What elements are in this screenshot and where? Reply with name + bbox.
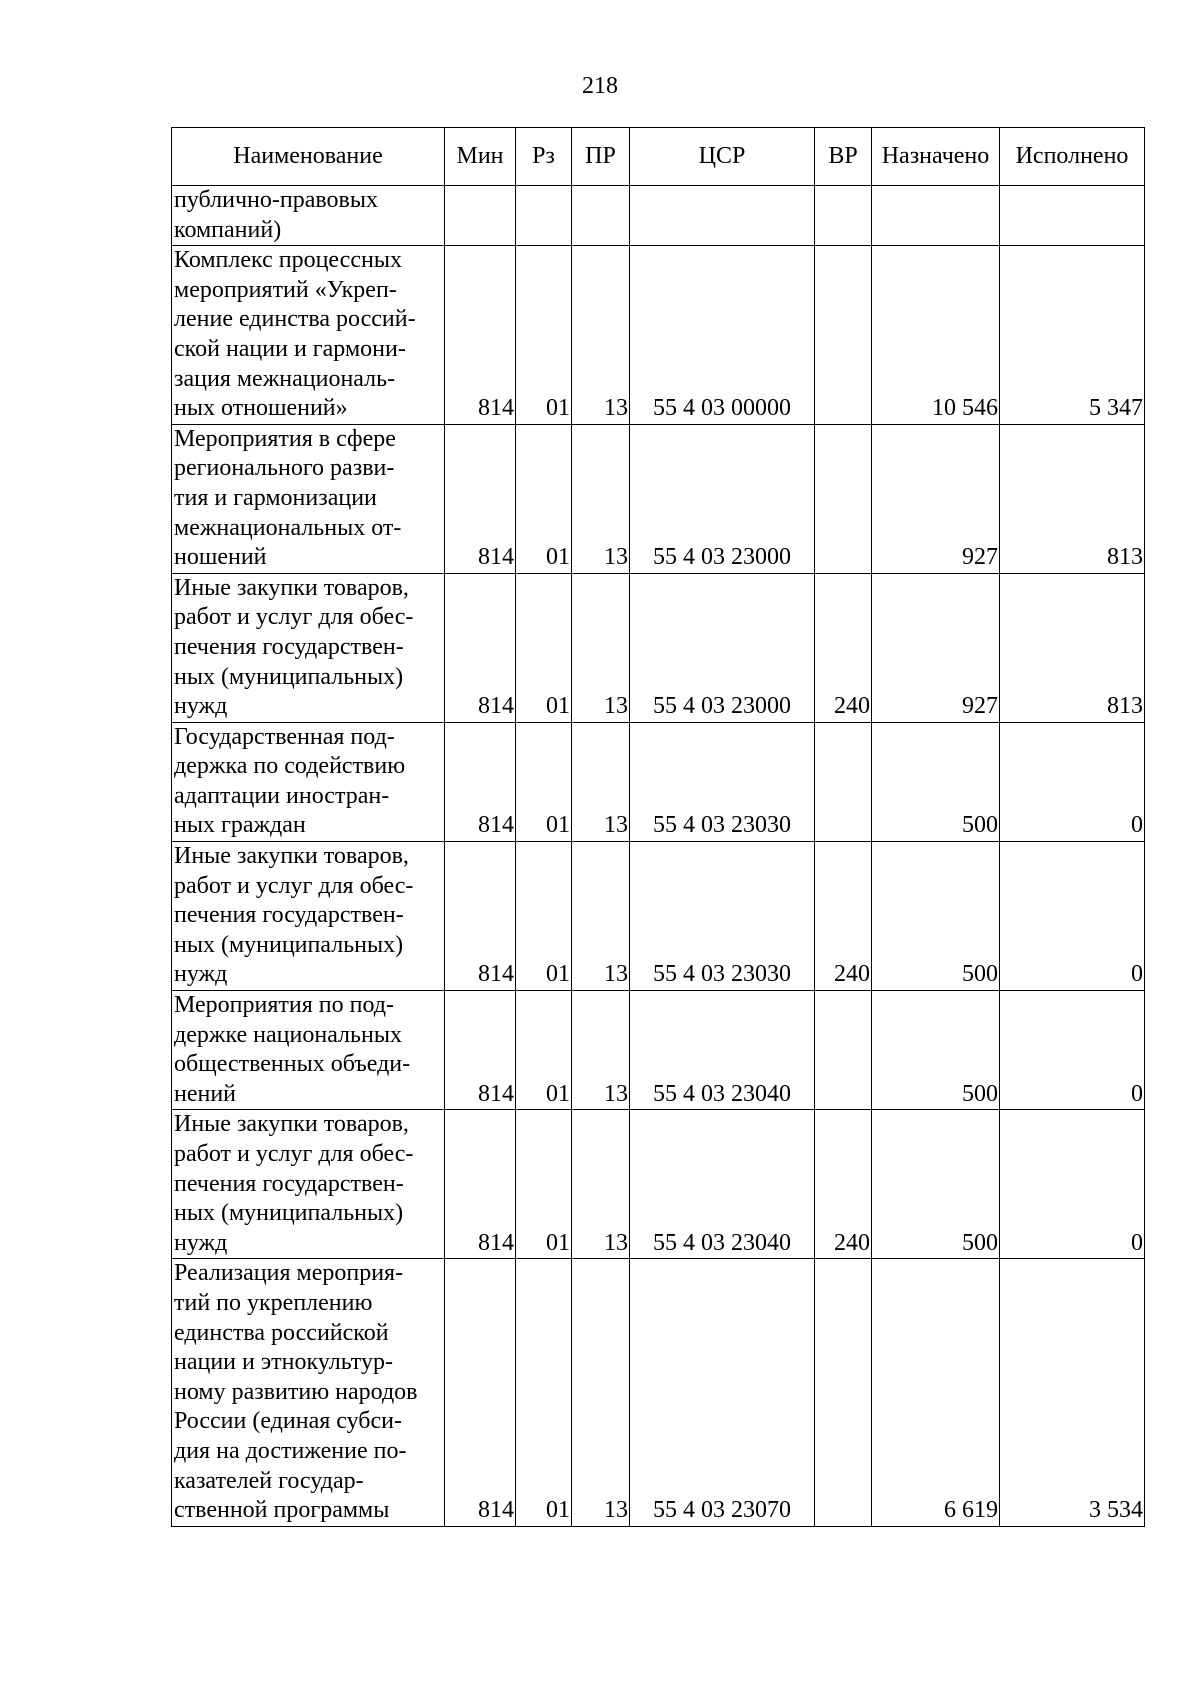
cell-csr: 55 4 03 23040 xyxy=(630,991,815,1110)
name-line: Иные закупки товаров, xyxy=(174,1111,409,1138)
cell-name xyxy=(172,722,445,841)
cell-name xyxy=(172,1110,445,1259)
table-row xyxy=(172,1259,1145,1526)
column-header-executed: Исполнено xyxy=(1000,128,1145,186)
cell-rz: 01 xyxy=(516,1259,572,1526)
cell-executed: 0 xyxy=(1000,722,1145,841)
cell-executed: 813 xyxy=(1000,424,1145,573)
name-line: мероприятий «Укреп- xyxy=(174,276,397,303)
table-row xyxy=(172,573,1145,722)
name-line: ных (муниципальных) xyxy=(174,663,404,690)
cell-assigned: 500 xyxy=(872,842,1000,991)
cell-vr xyxy=(815,991,872,1110)
name-line: адаптации иностран- xyxy=(174,782,390,809)
name-line: тий по укреплению xyxy=(174,1289,373,1316)
name-line: нужд xyxy=(174,693,228,720)
cell-rz: 01 xyxy=(516,573,572,722)
cell-rz: 01 xyxy=(516,1110,572,1259)
cell-name xyxy=(172,186,445,246)
cell-assigned: 6 619 xyxy=(872,1259,1000,1526)
name-line: печения государствен- xyxy=(174,633,404,660)
cell-rz: 01 xyxy=(516,722,572,841)
table-row xyxy=(172,991,1145,1110)
cell-vr: 240 xyxy=(815,573,872,722)
name-line: Реализация мероприя- xyxy=(174,1260,404,1287)
name-line: Мероприятия по под- xyxy=(174,992,394,1019)
table-row xyxy=(172,842,1145,991)
name-line: единства российской xyxy=(174,1319,389,1346)
name-line: ных граждан xyxy=(174,812,306,839)
cell-executed: 3 534 xyxy=(1000,1259,1145,1526)
name-line: Мероприятия в сфере xyxy=(174,425,396,452)
name-line: ской нации и гармони- xyxy=(174,335,406,362)
name-line: ных отношений» xyxy=(174,395,348,422)
cell-rz: 01 xyxy=(516,246,572,425)
name-line: ных (муниципальных) xyxy=(174,931,404,958)
column-header-csr: ЦСР xyxy=(630,128,815,186)
name-line: компаний) xyxy=(174,216,282,243)
column-header-pr: ПР xyxy=(572,128,630,186)
cell-pr: 13 xyxy=(572,842,630,991)
cell-executed: 5 347 xyxy=(1000,246,1145,425)
page-number: 218 xyxy=(582,73,618,99)
table-row xyxy=(172,1110,1145,1259)
cell-min: 814 xyxy=(445,722,516,841)
cell-assigned: 500 xyxy=(872,1110,1000,1259)
name-line: публично-правовых xyxy=(174,187,378,213)
cell-name xyxy=(172,424,445,573)
cell-csr: 55 4 03 23030 xyxy=(630,842,815,991)
cell-pr: 13 xyxy=(572,1110,630,1259)
cell-name xyxy=(172,1259,445,1526)
cell-pr: 13 xyxy=(572,722,630,841)
cell-min: 814 xyxy=(445,1259,516,1526)
name-line: ственной программы xyxy=(174,1497,390,1524)
cell-executed: 0 xyxy=(1000,842,1145,991)
cell-csr xyxy=(630,186,815,246)
cell-pr xyxy=(572,186,630,246)
name-line: держке национальных xyxy=(174,1021,402,1048)
name-line: ному развитию народов xyxy=(174,1378,418,1405)
cell-vr: 240 xyxy=(815,1110,872,1259)
name-line: России (единая субси- xyxy=(174,1408,402,1435)
name-line: межнациональных от- xyxy=(174,514,402,541)
cell-vr: 240 xyxy=(815,842,872,991)
name-line: работ и услуг для обес- xyxy=(174,872,414,899)
cell-pr: 13 xyxy=(572,1259,630,1526)
cell-executed: 813 xyxy=(1000,573,1145,722)
name-line: работ и услуг для обес- xyxy=(174,604,414,631)
name-line: Государственная под- xyxy=(174,723,395,750)
cell-assigned: 10 546 xyxy=(872,246,1000,425)
cell-vr xyxy=(815,424,872,573)
table-row xyxy=(172,424,1145,573)
name-line: регионального разви- xyxy=(174,455,395,482)
cell-csr: 55 4 03 23000 xyxy=(630,573,815,722)
cell-pr: 13 xyxy=(572,246,630,425)
name-line: ных (муниципальных) xyxy=(174,1200,404,1227)
cell-min: 814 xyxy=(445,1110,516,1259)
cell-min: 814 xyxy=(445,573,516,722)
name-line: Иные закупки товаров, xyxy=(174,843,409,870)
cell-rz: 01 xyxy=(516,424,572,573)
name-line: ношений xyxy=(174,544,267,571)
cell-rz xyxy=(516,186,572,246)
cell-rz: 01 xyxy=(516,991,572,1110)
cell-pr: 13 xyxy=(572,991,630,1110)
column-header-vr: ВР xyxy=(815,128,872,186)
table-body xyxy=(172,186,1145,1527)
cell-csr: 55 4 03 23070 xyxy=(630,1259,815,1526)
cell-name xyxy=(172,842,445,991)
name-line: нужд xyxy=(174,1229,228,1256)
cell-csr: 55 4 03 00000 xyxy=(630,246,815,425)
table-row xyxy=(172,186,1145,246)
cell-min xyxy=(445,186,516,246)
name-line: общественных объеди- xyxy=(174,1051,411,1078)
name-line: казателей государ- xyxy=(174,1467,364,1494)
cell-csr: 55 4 03 23000 xyxy=(630,424,815,573)
name-line: держка по содействию xyxy=(174,753,406,780)
cell-rz: 01 xyxy=(516,842,572,991)
name-line: нужд xyxy=(174,961,228,988)
name-line: Комплекс процессных xyxy=(174,247,402,274)
cell-csr: 55 4 03 23040 xyxy=(630,1110,815,1259)
table-row xyxy=(172,246,1145,425)
cell-pr: 13 xyxy=(572,573,630,722)
cell-assigned: 927 xyxy=(872,424,1000,573)
cell-assigned: 500 xyxy=(872,991,1000,1110)
name-line: нации и этнокультур- xyxy=(174,1349,393,1376)
cell-name xyxy=(172,991,445,1110)
cell-vr xyxy=(815,1259,872,1526)
table-header-row xyxy=(172,128,1145,186)
name-line: работ и услуг для обес- xyxy=(174,1141,414,1167)
name-line: тия и гармонизации xyxy=(174,484,377,511)
budget-table xyxy=(171,127,1145,1527)
cell-assigned xyxy=(872,186,1000,246)
name-line: печения государствен- xyxy=(174,902,404,929)
column-header-assigned: Назначено xyxy=(872,128,1000,186)
column-header-name: Наименование xyxy=(172,128,445,186)
column-header-rz: Рз xyxy=(516,128,572,186)
name-line: Иные закупки товаров, xyxy=(174,574,409,601)
name-line: печения государствен- xyxy=(174,1170,404,1197)
column-header-min: Мин xyxy=(445,128,516,186)
name-line: дия на достижение по- xyxy=(174,1437,407,1464)
name-line: ление единства россий- xyxy=(174,306,416,333)
cell-min: 814 xyxy=(445,424,516,573)
table-row xyxy=(172,722,1145,841)
cell-vr xyxy=(815,722,872,841)
cell-vr xyxy=(815,246,872,425)
cell-min: 814 xyxy=(445,991,516,1110)
cell-assigned: 927 xyxy=(872,573,1000,722)
cell-name xyxy=(172,573,445,722)
cell-pr: 13 xyxy=(572,424,630,573)
name-line: зация межнациональ- xyxy=(174,365,396,392)
cell-executed: 0 xyxy=(1000,1110,1145,1259)
cell-name xyxy=(172,246,445,425)
name-line: нений xyxy=(174,1080,237,1107)
cell-executed xyxy=(1000,186,1145,246)
cell-executed: 0 xyxy=(1000,991,1145,1110)
cell-min: 814 xyxy=(445,842,516,991)
cell-min: 814 xyxy=(445,246,516,425)
cell-vr xyxy=(815,186,872,246)
cell-assigned: 500 xyxy=(872,722,1000,841)
cell-csr: 55 4 03 23030 xyxy=(630,722,815,841)
